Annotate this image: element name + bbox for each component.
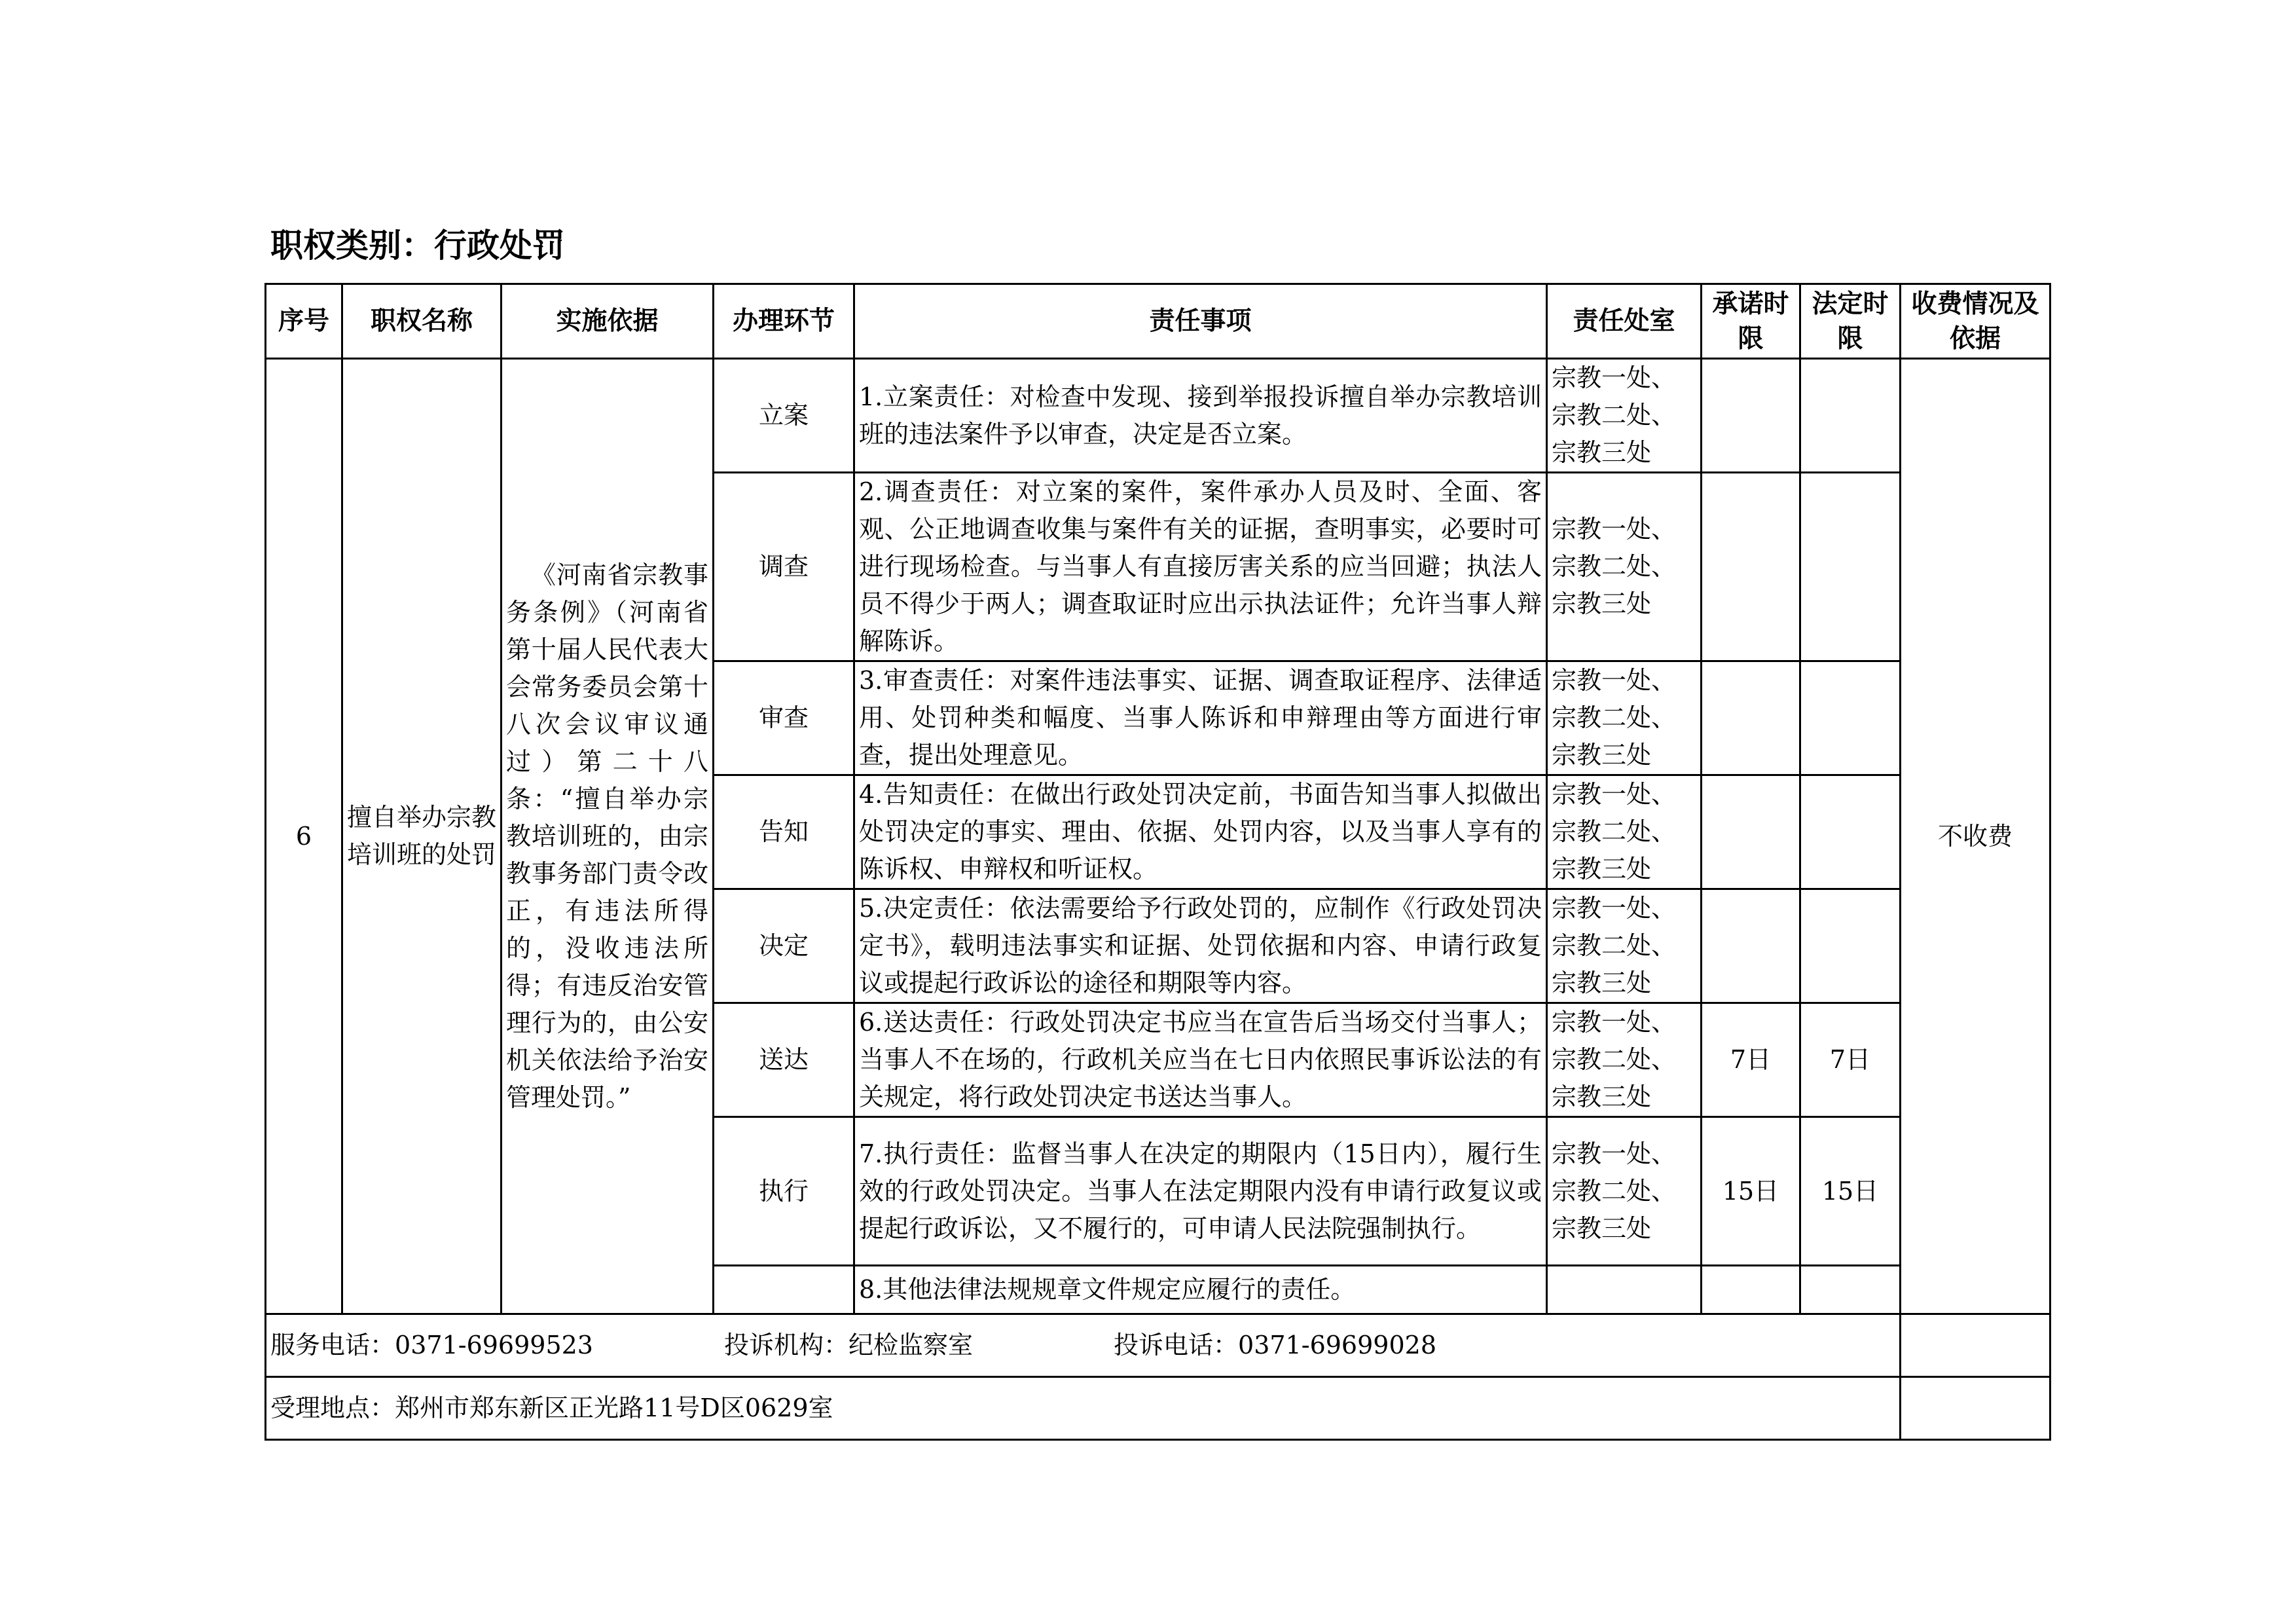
dept-cell: 宗教一处、 宗教二处、 宗教三处	[1547, 889, 1702, 1003]
contact-row	[266, 1314, 2050, 1377]
duty-cell: 1.立案责任：对检查中发现、接到举报投诉擅自举办宗教培训班的违法案件予以审查，决定是否立案。	[854, 359, 1547, 473]
address: 郑州市郑东新区正光路11号D区0629室	[395, 1393, 833, 1422]
stage-cell: 送达	[714, 1003, 854, 1117]
stage-cell: 立案	[714, 359, 854, 473]
promise-time-cell	[1702, 359, 1800, 473]
stage-cell: 告知	[714, 775, 854, 889]
contact-blank-cell	[1901, 1314, 2050, 1377]
legal-time-cell	[1800, 661, 1901, 775]
stage-cell: 调查	[714, 473, 854, 661]
dept-cell	[1547, 1266, 1702, 1314]
header-stage: 办理环节	[714, 284, 854, 359]
promise-time-cell	[1702, 889, 1800, 1003]
header-promise: 承诺时限	[1702, 284, 1800, 359]
stage-cell	[714, 1266, 854, 1314]
responsibility-table	[264, 283, 2051, 1441]
promise-time-cell	[1702, 661, 1800, 775]
contact-info	[266, 1314, 1901, 1377]
stage-cell: 审查	[714, 661, 854, 775]
service-phone-label: 服务电话：	[270, 1331, 395, 1359]
dept-cell: 宗教一处、 宗教二处、 宗教三处	[1547, 473, 1702, 661]
header-seq: 序号	[266, 284, 342, 359]
dept-cell: 宗教一处、 宗教二处、 宗教三处	[1547, 359, 1702, 473]
legal-time-cell: 7日	[1800, 1003, 1901, 1117]
duty-cell: 4.告知责任：在做出行政处罚决定前，书面告知当事人拟做出处罚决定的事实、理由、依据、处罚内容，以及当事人享有的陈诉权、申辩权和听证权。	[854, 775, 1547, 889]
dept-cell: 宗教一处、 宗教二处、 宗教三处	[1547, 1003, 1702, 1117]
dept-cell: 宗教一处、 宗教二处、 宗教三处	[1547, 775, 1702, 889]
address-row	[266, 1377, 2050, 1440]
duty-cell: 6.送达责任：行政处罚决定书应当在宣告后当场交付当事人；当事人不在场的，行政机关应当在七日内依照民事诉讼法的有关规定，将行政处罚决定书送达当事人。	[854, 1003, 1547, 1117]
address-info	[266, 1377, 1901, 1440]
promise-time-cell: 7日	[1702, 1003, 1800, 1117]
complaint-org-label: 投诉机构：	[723, 1331, 848, 1359]
complaint-org: 纪检监察室	[848, 1331, 974, 1359]
fee-cell: 不收费	[1901, 359, 2050, 1314]
header-name: 职权名称	[342, 284, 501, 359]
duty-cell: 8.其他法律法规规章文件规定应履行的责任。	[854, 1266, 1547, 1314]
dept-cell: 宗教一处、 宗教二处、 宗教三处	[1547, 1117, 1702, 1266]
stage-cell: 决定	[714, 889, 854, 1003]
stage-cell: 执行	[714, 1117, 854, 1266]
complaint-phone-label: 投诉电话：	[1114, 1331, 1239, 1359]
seq-cell: 6	[266, 359, 342, 1314]
address-label: 受理地点：	[270, 1393, 395, 1422]
header-legal: 法定时限	[1800, 284, 1901, 359]
header-fee: 收费情况及依据	[1901, 284, 2050, 359]
legal-time-cell	[1800, 775, 1901, 889]
header-basis: 实施依据	[501, 284, 714, 359]
legal-time-cell	[1800, 889, 1901, 1003]
promise-time-cell	[1702, 775, 1800, 889]
legal-time-cell	[1800, 359, 1901, 473]
legal-time-cell	[1800, 1266, 1901, 1314]
header-dept: 责任处室	[1547, 284, 1702, 359]
page-title: 职权类别：行政处罚	[270, 227, 565, 265]
promise-time-cell	[1702, 1266, 1800, 1314]
service-phone: 0371-69699523	[395, 1331, 593, 1359]
basis-cell: 《河南省宗教事务条例》（河南省第十届人民代表大会常务委员会第十八次会议审议通过）第二十八条：“擅自举办宗教培训班的，由宗教事务部门责令改正，有违法所得的，没收违法所得；有违反治安管理行为的，由公安机关依法给予治安管理处罚。”	[501, 359, 714, 1314]
complaint-phone: 0371-69699028	[1238, 1331, 1436, 1359]
promise-time-cell	[1702, 473, 1800, 661]
duty-cell: 2.调查责任：对立案的案件，案件承办人员及时、全面、客观、公正地调查收集与案件有关的证据，查明事实，必要时可进行现场检查。与当事人有直接厉害关系的应当回避；执法人员不得少于两人；调查取证时应出示执法证件；允许当事人辩解陈诉。	[854, 473, 1547, 661]
dept-cell: 宗教一处、 宗教二处、 宗教三处	[1547, 661, 1702, 775]
legal-time-cell	[1800, 473, 1901, 661]
legal-time-cell: 15日	[1800, 1117, 1901, 1266]
power-name-cell: 擅自举办宗教培训班的处罚	[342, 359, 501, 1314]
table-row	[266, 359, 2050, 473]
header-row	[266, 284, 2050, 359]
duty-cell: 3.审查责任：对案件违法事实、证据、调查取证程序、法律适用、处罚种类和幅度、当事人陈诉和申辩理由等方面进行审查，提出处理意见。	[854, 661, 1547, 775]
promise-time-cell: 15日	[1702, 1117, 1800, 1266]
header-duty: 责任事项	[854, 284, 1547, 359]
duty-cell: 5.决定责任：依法需要给予行政处罚的，应制作《行政处罚决定书》，载明违法事实和证据、处罚依据和内容、申请行政复议或提起行政诉讼的途径和期限等内容。	[854, 889, 1547, 1003]
duty-cell: 7.执行责任：监督当事人在决定的期限内（15日内），履行生效的行政处罚决定。当事人在法定期限内没有申请行政复议或提起行政诉讼，又不履行的，可申请人民法院强制执行。	[854, 1117, 1547, 1266]
address-blank-cell	[1901, 1377, 2050, 1440]
